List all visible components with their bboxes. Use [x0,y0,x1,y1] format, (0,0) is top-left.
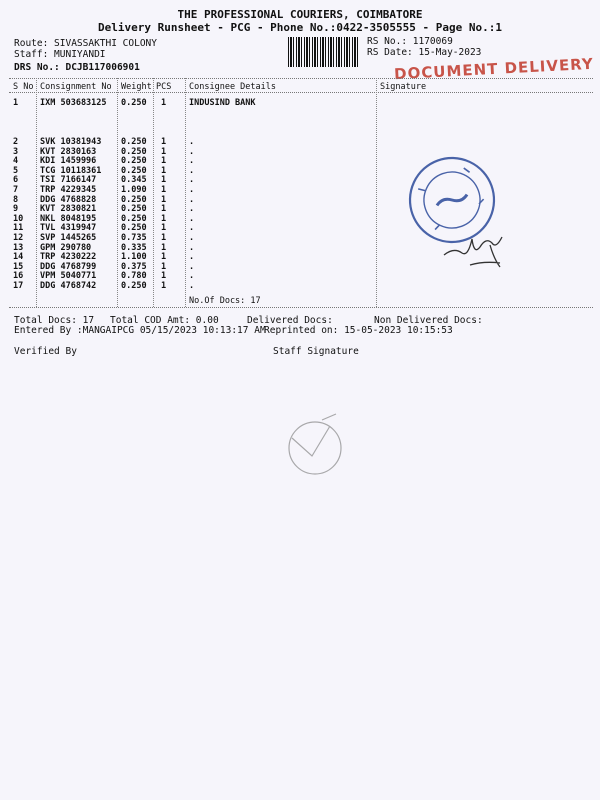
col-header-sno: S No [13,82,34,92]
row-sno: 4 [13,156,19,167]
non-delivered-docs: Non Delivered Docs: [374,315,483,326]
row-consignee-details: . [189,165,195,176]
row-sno: 9 [13,204,19,215]
row-consignee-details: . [189,204,195,215]
row-weight: 0.250 [121,194,147,205]
row-consignee-details: . [189,233,195,243]
row-weight: 0.250 [121,98,147,108]
col-divider [36,78,37,307]
row-weight: 1.090 [121,185,147,195]
row-weight: 0.250 [121,156,147,167]
document-delivery-stamp: DOCUMENT DELIVERY [393,54,595,84]
row-weight: 0.780 [121,271,147,282]
col-divider [185,78,186,307]
row-pcs: 1 [161,281,167,291]
col-divider [117,78,118,307]
row-pcs: 1 [161,98,167,108]
row-pcs: 1 [161,146,167,157]
row-sno: 16 [13,271,24,282]
row-consignment-no: DDG 4768799 [40,261,97,272]
row-consignment-no: VPM 5040771 [40,271,97,282]
staff-label: Staff: MUNIYANDI [14,49,106,60]
row-weight: 1.100 [121,252,147,263]
row-sno: 13 [13,242,24,253]
col-divider [376,78,377,307]
row-consignment-no: TVL 4319947 [40,223,97,234]
table-bottom-rule [9,307,593,308]
row-weight: 0.735 [121,233,147,243]
row-pcs: 1 [161,137,167,147]
row-weight: 0.250 [121,213,147,224]
delivered-docs: Delivered Docs: [247,315,333,326]
row-consignment-no: KDI 1459996 [40,156,97,167]
row-weight: 0.250 [121,137,147,147]
col-header-signature: Signature [380,82,427,92]
row-weight: 0.250 [121,204,147,215]
runsheet-subtitle: Delivery Runsheet - PCG - Phone No.:0422-3505555 - Page No.:1 [98,21,502,34]
row-consignment-no: TRP 4229345 [40,185,97,195]
table-header-rule [9,92,593,93]
handwritten-signature [440,225,520,275]
row-sno: 7 [13,185,19,195]
row-pcs: 1 [161,223,167,234]
row-consignment-no: SVK 10381943 [40,137,102,147]
row-weight: 0.250 [121,281,147,291]
row-sno: 11 [13,223,24,234]
entered-by: Entered By :MANGAIPCG 05/15/2023 10:13:17 AM [14,325,266,336]
col-header-consignment: Consignment No [40,82,112,92]
staff-signature: Staff Signature [273,346,359,357]
row-pcs: 1 [161,194,167,205]
row-sno: 2 [13,137,19,147]
row-consignee-details: . [189,242,195,253]
row-consignee-details: . [189,213,195,224]
row-weight: 0.250 [121,146,147,157]
barcode [288,37,360,67]
row-consignment-no: DDG 4768742 [40,281,97,291]
row-pcs: 1 [161,252,167,263]
total-docs: Total Docs: 17 [14,315,95,326]
row-sno: 12 [13,233,24,243]
row-consignee-details: . [189,185,195,195]
table-top-rule [9,78,593,79]
row-sno: 17 [13,281,24,291]
row-consignee-details: . [189,223,195,234]
row-consignee-details: . [189,156,195,167]
row-weight: 0.250 [121,223,147,234]
row-pcs: 1 [161,185,167,195]
row-consignee-details: . [189,252,195,263]
row-weight: 0.345 [121,175,147,186]
row-weight: 0.250 [121,165,147,176]
drs-number: DRS No.: DCJB117006901 [14,62,140,73]
row-weight: 0.335 [121,242,147,253]
row-sno: 5 [13,165,19,176]
row-consignee-details: INDUSIND BANK [189,98,256,108]
reprinted-on: Reprinted on: 15-05-2023 10:15:53 [264,325,453,336]
row-consignment-no: TRP 4230222 [40,252,97,263]
faint-pcg-stamp [282,410,352,480]
rs-number: RS No.: 1170069 [367,36,453,47]
row-consignment-no: IXM 503683125 [40,98,107,108]
route-label: Route: SIVASSAKTHI COLONY [14,38,157,49]
col-header-pcs: PCS [156,82,172,92]
row-pcs: 1 [161,156,167,167]
row-pcs: 1 [161,261,167,272]
row-pcs: 1 [161,175,167,186]
row-sno: 6 [13,175,19,186]
row-sno: 14 [13,252,24,263]
row-consignee-details: . [189,261,195,272]
verified-by: Verified By [14,346,77,357]
row-consignee-details: . [189,271,195,282]
row-sno: 15 [13,261,24,272]
row-consignee-details: . [189,137,195,147]
row-sno: 1 [13,98,19,108]
row-pcs: 1 [161,204,167,215]
row-consignment-no: NKL 8048195 [40,213,97,224]
row-pcs: 1 [161,213,167,224]
col-divider [153,78,154,307]
col-header-weight: Weight [121,82,152,92]
row-consignment-no: KVT 2830163 [40,146,97,157]
row-consignment-no: TSI 7166147 [40,175,97,186]
col-header-consignee: Consignee Details [189,82,276,92]
row-consignee-details: . [189,194,195,205]
row-consignment-no: KVT 2830821 [40,204,97,215]
row-consignee-details: . [189,146,195,157]
row-pcs: 1 [161,242,167,253]
row-consignment-no: TCG 10118361 [40,165,102,176]
row-consignment-no: SVP 1445265 [40,233,97,243]
rs-date: RS Date: 15-May-2023 [367,47,482,58]
row-sno: 10 [13,213,24,224]
row-pcs: 1 [161,165,167,176]
row-weight: 0.375 [121,261,147,272]
row-consignee-details: . [189,281,195,291]
row-sno: 8 [13,194,19,205]
row-pcs: 1 [161,233,167,243]
row-consignee-details: . [189,175,195,186]
row-pcs: 1 [161,271,167,282]
row-sno: 3 [13,146,19,157]
no-of-docs: No.Of Docs: 17 [189,296,261,306]
total-cod: Total COD Amt: 0.00 [110,315,219,326]
row-consignment-no: DDG 4768828 [40,194,97,205]
row-consignment-no: GPM 290780 [40,242,92,253]
company-title: THE PROFESSIONAL COURIERS, COIMBATORE [177,8,423,21]
